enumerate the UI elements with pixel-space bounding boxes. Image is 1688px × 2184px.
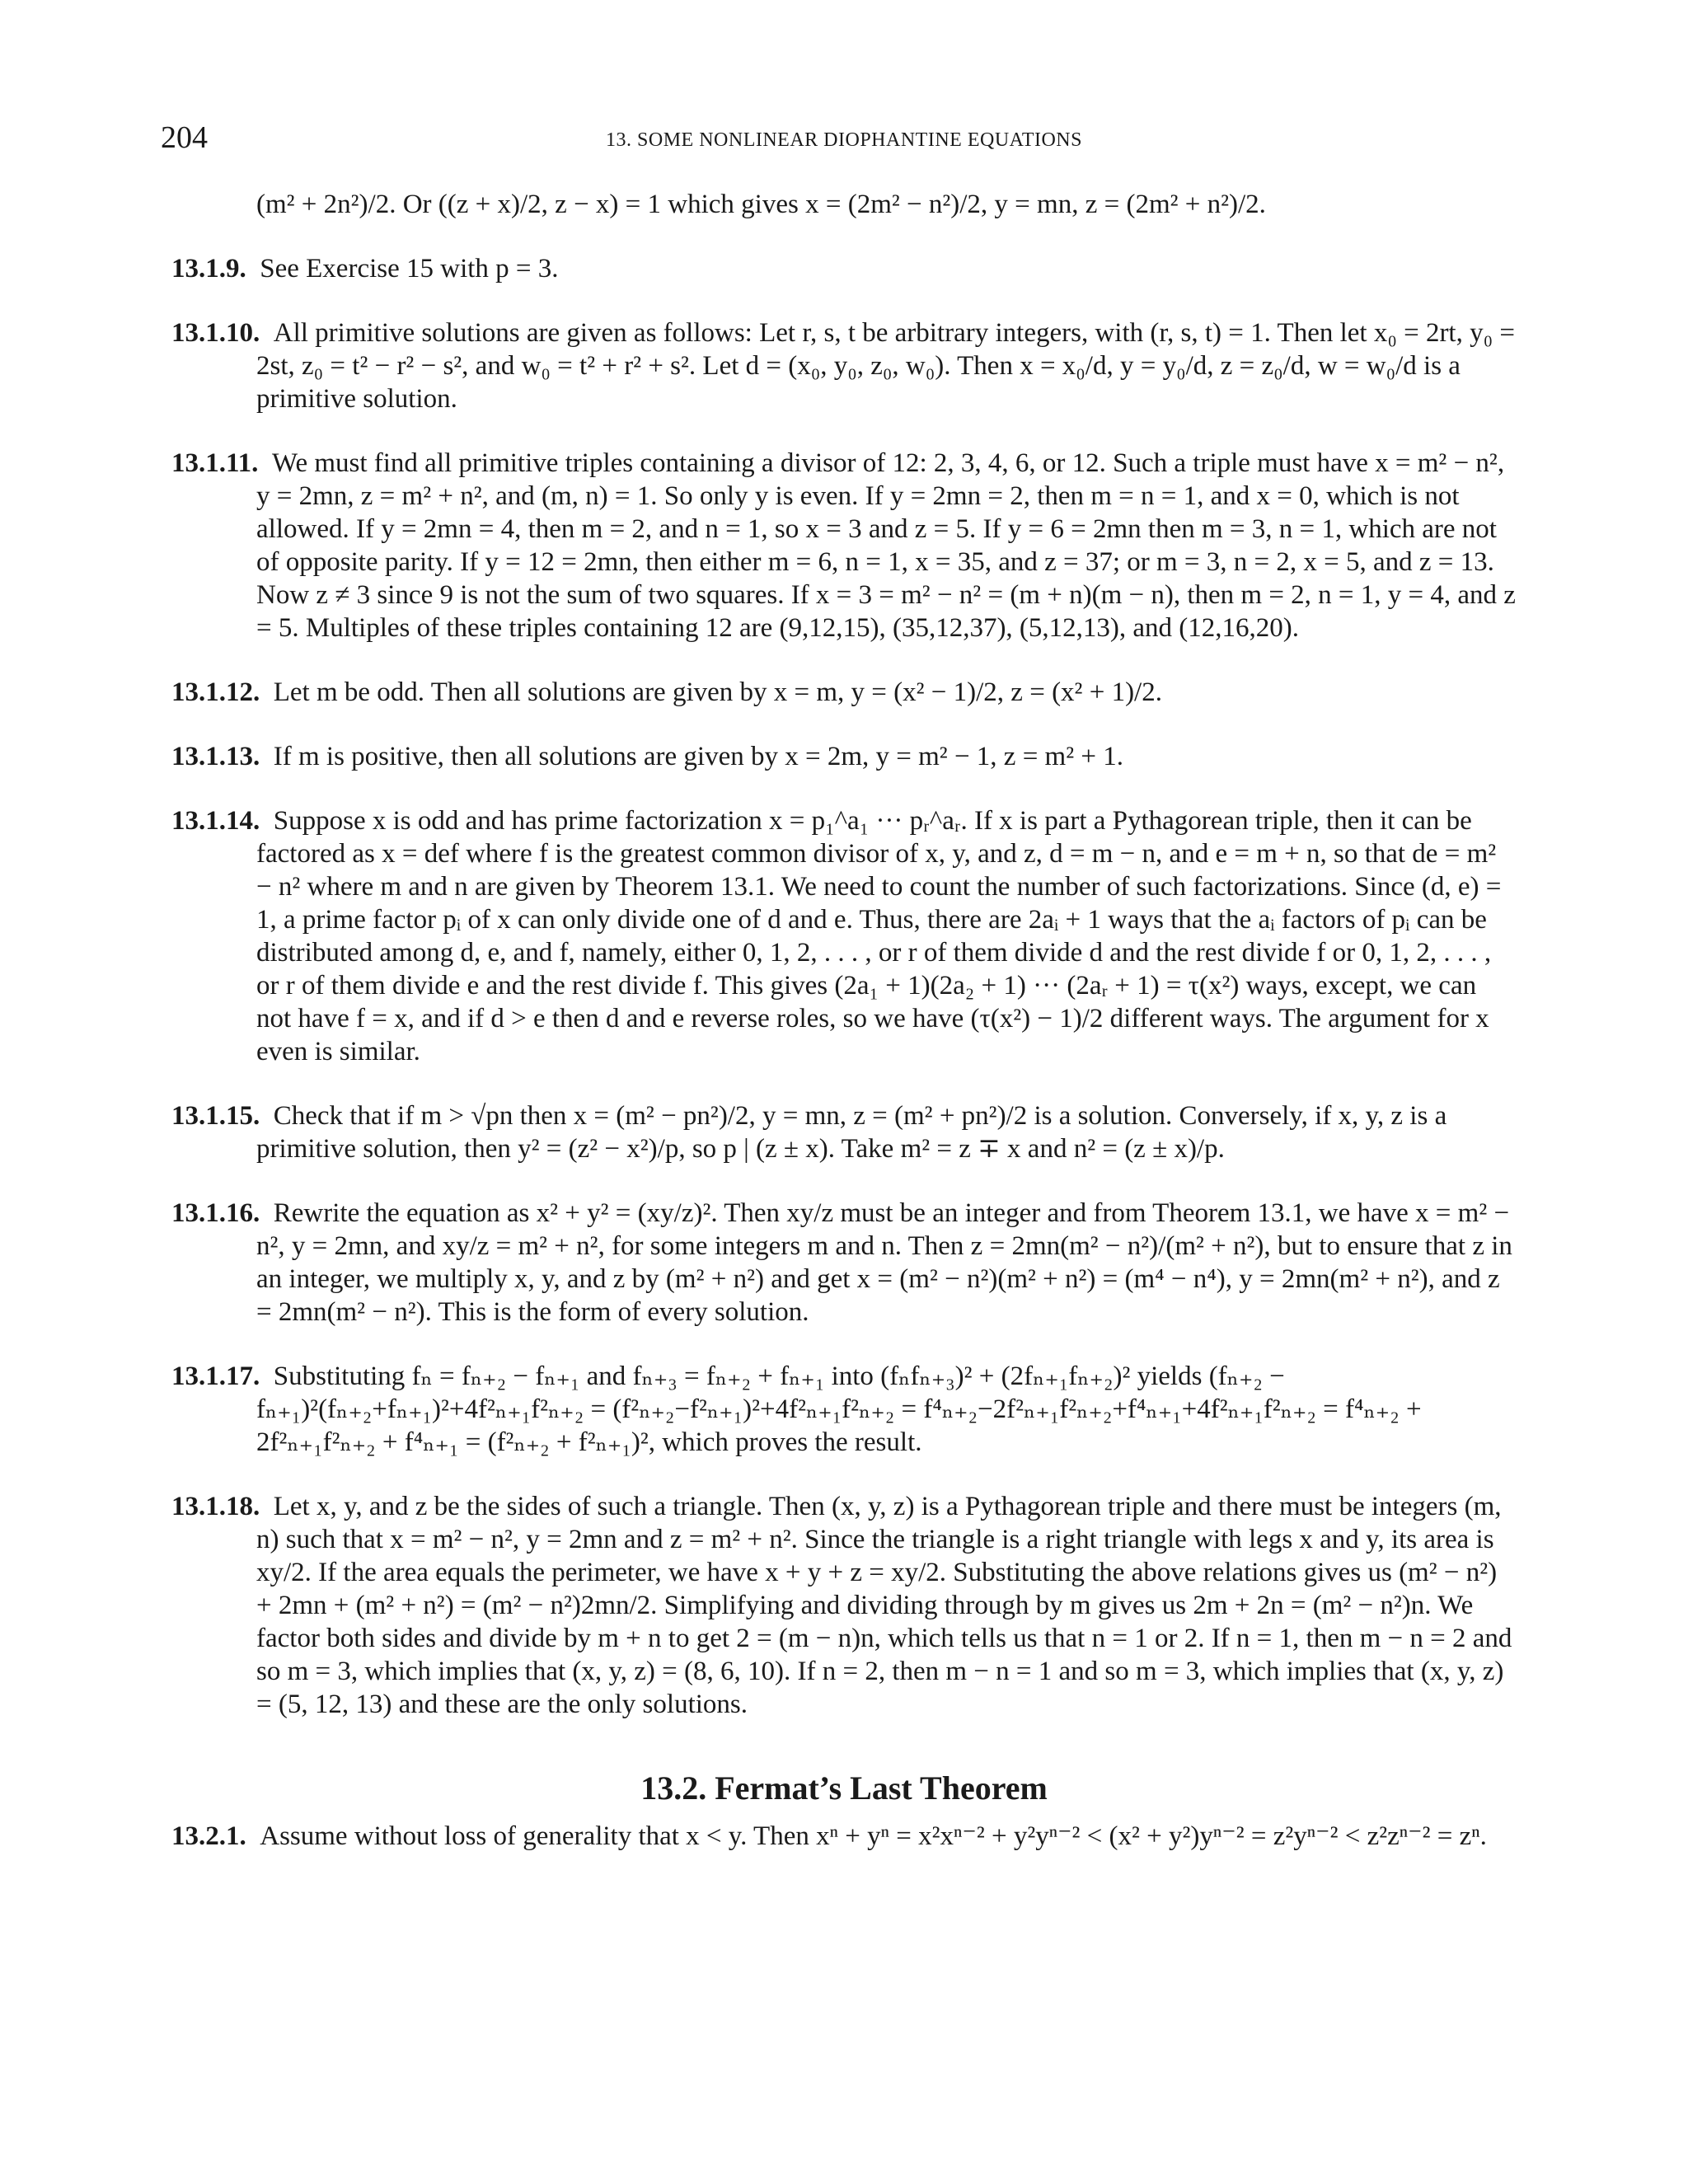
exercise-solution <box>171 1197 1517 1329</box>
exercise-number: 13.1.15. <box>171 1101 260 1131</box>
exercise-text: We must find all primitive triples containing a divisor of 12: 2, 3, 4, 6, or 12. Such a triple must have x = m² − n², y = 2mn, z = m² + n², and (m, n) = 1. So only y is even. If y = 2mn = 2, then m = n = 1, and x = 0, which is not allowed. If y = 2mn = 4, then m = 2, and n = 1, so x = 3 and z = 5. If y = 6 = 2mn then m = 3, n = 1, which are not of opposite parity. If y = 12 = 2mn, then either m = 6, n = 1, x = 35, and z = 37; or m = 3, n = 2, x = 5, and z = 13. Now z ≠ 3 since 9 is not the sum of two squares. If x = 3 = m² − n² = (m + n)(m − n), then m = 2, n = 1, y = 4, and z = 5. Multiples of these triples containing 12 are (9,12,15), (35,12,37), (5,12,13), and (12,16,20). <box>256 448 1516 643</box>
exercise-text: Let x, y, and z be the sides of such a triangle. Then (x, y, z) is a Pythagorean triple and there must be integers (m, n) such that x = m² − n², y = 2mn and z = m² + n². Since the triangle is a right triangle with legs x and y, its area is xy/2. If the area equals the perimeter, we have x + y + z = xy/2. Substituting the above relations gives us (m² − n²) + 2mn + (m² + n²) = (m² − n²)2mn/2. Simplifying and dividing through by m gives us 2m + 2n = (m² − n²)n. We factor both sides and divide by m + n to get 2 = (m − n)n, which tells us that n = 1 or 2. If n = 1, then m − n = 2 and so m = 3, which implies that (x, y, z) = (8, 6, 10). If n = 2, then m − n = 1 and so m = 3, which implies that (x, y, z) = (5, 12, 13) and these are the only solutions. <box>256 1492 1512 1719</box>
exercise-solution <box>171 1820 1517 1853</box>
page-number: 204 <box>161 120 208 155</box>
exercise-solution <box>171 1490 1517 1721</box>
exercise-number: 13.1.12. <box>171 677 260 707</box>
section-heading: 13.2. Fermat’s Last Theorem <box>640 1769 1048 1807</box>
exercise-solution <box>171 1360 1517 1459</box>
exercise-solution <box>171 1099 1517 1165</box>
exercise-solution <box>171 447 1517 644</box>
exercise-solution <box>171 252 1517 285</box>
running-title: 13. SOME NONLINEAR DIOPHANTINE EQUATIONS <box>606 129 1082 151</box>
exercise-number: 13.1.11. <box>171 448 259 478</box>
exercise-text: Rewrite the equation as x² + y² = (xy/z)². Then xy/z must be an integer and from Theorem 13.1, we have x = m² − n², y = 2mn, and xy/z = m² + n², for some integers m and n. Then z = 2mn(m² − n²)/(m² + n²), but to ensure that z in an integer, we multiply x, y, and z by (m² + n²) and get x = (m² − n²)(m² + n²) = (m⁴ − n⁴), y = 2mn(m² + n²), and z = 2mn(m² − n²). This is the form of every solution. <box>256 1198 1512 1327</box>
exercise-text: All primitive solutions are given as follows: Let r, s, t be arbitrary integers, with (r, s, t) = 1. Then let x₀ = 2rt, y₀ = 2st, z₀ = t² − r² − s², and w₀ = t² + r² + s². Let d = (x₀, y₀, z₀, w₀). Then x = x₀/d, y = y₀/d, z = z₀/d, w = w₀/d is a primitive solution. <box>256 318 1515 414</box>
exercise-text: Assume without loss of generality that x < y. Then xⁿ + yⁿ = x²xⁿ⁻² + y²yⁿ⁻² < (x² + y²)yⁿ⁻² = z²yⁿ⁻² < z²zⁿ⁻² = zⁿ. <box>260 1821 1487 1851</box>
exercise-number: 13.1.18. <box>171 1492 260 1521</box>
exercise-number: 13.1.10. <box>171 318 260 348</box>
continuation-paragraph: (m² + 2n²)/2. Or ((z + x)/2, z − x) = 1 which gives x = (2m² − n²)/2, y = mn, z = (2m² + n²)/2. <box>256 190 1266 219</box>
page-body <box>171 188 1517 1884</box>
exercise-number: 13.1.9. <box>171 254 246 284</box>
exercise-solution <box>171 740 1517 773</box>
exercise-text: If m is positive, then all solutions are given by x = 2m, y = m² − 1, z = m² + 1. <box>273 742 1123 771</box>
exercise-number: 13.2.1. <box>171 1821 246 1851</box>
exercise-number: 13.1.13. <box>171 742 260 771</box>
exercise-solution <box>171 676 1517 709</box>
exercise-text: Let m be odd. Then all solutions are given by x = m, y = (x² − 1)/2, z = (x² + 1)/2. <box>273 677 1162 707</box>
exercise-text: Suppose x is odd and has prime factorization x = p₁^a₁ ··· pᵣ^aᵣ. If x is part a Pythagorean triple, then it can be factored as x = def where f is the greatest common divisor of x, y, and z, d = m − n, and e = m + n, so that de = m² − n² where m and n are given by Theorem 13.1. We need to count the number of such factorizations. Since (d, e) = 1, a prime factor pᵢ of x can only divide one of d and e. Thus, there are 2aᵢ + 1 ways that the aᵢ factors of pᵢ can be distributed among d, e, and f, namely, either 0, 1, 2, . . . , or r of them divide d and the rest divide f or 0, 1, 2, . . . , or r of them divide e and the rest divide f. This gives (2a₁ + 1)(2a₂ + 1) ··· (2aᵣ + 1) = τ(x²) ways, except, we can not have f = x, and if d > e then d and e reverse roles, so we have (τ(x²) − 1)/2 different ways. The argument for x even is similar. <box>256 806 1502 1066</box>
exercise-solution <box>171 804 1517 1068</box>
exercise-text: Check that if m > √pn then x = (m² − pn²)/2, y = mn, z = (m² + pn²)/2 is a solution. Conversely, if x, y, z is a primitive solution, then y² = (z² − x²)/p, so p | (z ± x). Take m² = z ∓ x and n² = (z ± x)/p. <box>256 1101 1447 1164</box>
exercise-solution <box>171 316 1517 415</box>
exercise-text: Substituting fₙ = fₙ₊₂ − fₙ₊₁ and fₙ₊₃ = fₙ₊₂ + fₙ₊₁ into (fₙfₙ₊₃)² + (2fₙ₊₁fₙ₊₂)² yields (fₙ₊₂ − fₙ₊₁)²(fₙ₊₂+fₙ₊₁)²+4f²ₙ₊₁f²ₙ₊₂ = (f²ₙ₊₂−f²ₙ₊₁)²+4f²ₙ₊₁f²ₙ₊₂ = f⁴ₙ₊₂−2f²ₙ₊₁f²ₙ₊₂+f⁴ₙ₊₁+4f²ₙ₊₁f²ₙ₊₂ = f⁴ₙ₊₂ + 2f²ₙ₊₁f²ₙ₊₂ + f⁴ₙ₊₁ = (f²ₙ₊₂ + f²ₙ₊₁)², which proves the result. <box>256 1361 1422 1457</box>
exercise-text: See Exercise 15 with p = 3. <box>260 254 559 284</box>
exercise-number: 13.1.17. <box>171 1361 260 1391</box>
exercise-number: 13.1.14. <box>171 806 260 836</box>
exercise-number: 13.1.16. <box>171 1198 260 1228</box>
